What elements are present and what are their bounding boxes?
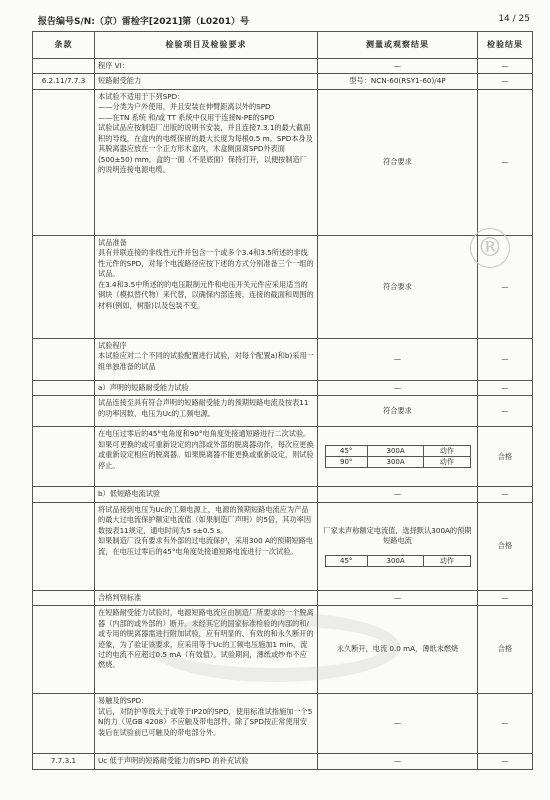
page-header xyxy=(38,14,530,30)
table-row xyxy=(33,590,533,605)
report-number: 报告编号S/N:（京）雷检字[2021]第（L0201）号 xyxy=(38,17,249,27)
requirement-cell: 将试品接到电压为Uc的工频电源上，电源的预期短路电流应为产品的最大过电流保护额定电流值（如果制造厂声明）的5倍，其功率因数按表11规定，通电时间为5 s±0.5 s。 如果制造厂没有要求有外部的过电流保护，采用300 A的预期短路电流，在电压过零后的45°电角度处接通短路电流进行一次试验。 xyxy=(95,502,318,590)
conclusion-cell: — xyxy=(478,235,533,338)
inner-row: 90° 300A 动作 xyxy=(325,457,470,468)
result-cell: 符合要求 xyxy=(318,89,478,235)
table-row xyxy=(33,754,533,769)
requirement-cell: a）声明的短路耐受能力试验 xyxy=(95,380,318,395)
result-cell: 符合要求 xyxy=(318,235,478,338)
result-cell xyxy=(318,427,478,487)
result-cell: — xyxy=(318,590,478,605)
requirement-cell: 程序 VI： xyxy=(95,59,318,74)
conclusion-cell: — xyxy=(478,396,533,427)
col-header-clause: 条款 xyxy=(33,32,95,59)
conclusion-cell: 合格 xyxy=(478,606,533,694)
switching-angle-table xyxy=(325,445,471,468)
requirement-cell: 试验程序 本试验应对二个不同的试验配置进行试验，对每个配置a)和b)采用一组单独准备的试品 xyxy=(95,338,318,380)
switching-angle-table xyxy=(325,555,471,567)
conclusion-cell: — xyxy=(478,590,533,605)
result-cell: — xyxy=(318,338,478,380)
requirement-cell: Uc 低于声明的短路耐受能力的SPD 的补充试验 xyxy=(95,754,318,769)
table-row xyxy=(33,380,533,395)
conclusion-cell: 合格 xyxy=(478,427,533,487)
conclusion-cell: 合格 xyxy=(478,502,533,590)
registered-mark-icon: ® xyxy=(470,228,510,268)
result-cell: 符合要求 xyxy=(318,396,478,427)
table-row xyxy=(33,396,533,427)
clause-cell: 6.2.11/7.7.3 xyxy=(33,74,95,89)
table-row xyxy=(33,502,533,590)
requirement-cell: 本试验不适用于下列SPD： ——分类为户外使用，并且安装在伸臂距离以外的SPD ——在TN 系统 和/或 TT 系统中仅用于连接N-PE的SPD 试验试品应按制造厂出版的说明书安装，并且连接7.3.1的最大截面积的导线，在盒内的电缆保留的最大长度为每根0.5 m。SPD本身及其脱离器应放在一个正方形木盒内，木盒侧面离SPD外表面(500±50) mm。盒的一面（不是底面）保持打开，以便按制造厂的说明连接电源电缆。 xyxy=(95,89,318,235)
conclusion-cell: — xyxy=(478,338,533,380)
inner-row: 45° 300A 动作 xyxy=(325,446,470,457)
col-header-result: 测量或观察结果 xyxy=(318,32,478,59)
table-row xyxy=(33,74,533,89)
result-cell: — xyxy=(318,694,478,754)
table-row xyxy=(33,338,533,380)
table-row xyxy=(33,235,533,338)
table-row xyxy=(33,89,533,235)
result-cell: — xyxy=(318,59,478,74)
result-cell: — xyxy=(318,487,478,502)
conclusion-cell: — xyxy=(478,754,533,769)
conclusion-cell: — xyxy=(478,74,533,89)
requirement-cell: 在短路耐受能力试验时，电源短路电流应由制造厂所要求的一个脱离器（内部的或外部的）断开。未经其它的国家标准检验的内部的和/或专用的脱离器需进行附加试验，应有明显的、有效的和永久断开的迹象，为了验证该要求，应采用等于Uc的工频电压施加1 min，流过的电流不应超过0.5 mA（有效值）。试验期间，薄纸或纱布不应燃烧。 xyxy=(95,606,318,694)
result-cell: — xyxy=(318,380,478,395)
table-row xyxy=(33,694,533,754)
conclusion-cell: — xyxy=(478,380,533,395)
result-cell: 厂家未声称额定电流值，选择默认300A的预期短路电流 45° 300A 动作 xyxy=(318,502,478,590)
page-number: 14 / 25 xyxy=(498,14,530,24)
conclusion-cell: — xyxy=(478,694,533,754)
table-row xyxy=(33,487,533,502)
requirement-cell: b）低短路电流试验 xyxy=(95,487,318,502)
requirement-cell: 在电压过零后的45°电角度和90°电角度处接通短路进行二次试验。如果可更换的或可重新设定的内部或外部的脱离器动作，每次应更换或重新设定相应的脱离器。如果脱离器不能更换或重新设定，则试验停止。 xyxy=(95,427,318,487)
inner-row: 45° 300A 动作 xyxy=(325,555,470,566)
conclusion-cell: — xyxy=(478,487,533,502)
table-row xyxy=(33,427,533,487)
conclusion-cell: — xyxy=(478,59,533,74)
result-cell: — xyxy=(318,754,478,769)
table-row xyxy=(33,59,533,74)
requirement-cell: 短路耐受能力 xyxy=(95,74,318,89)
col-header-conclusion: 检验结果 xyxy=(478,32,533,59)
clause-cell: 7.7.3.1 xyxy=(33,754,95,769)
watermark-logo xyxy=(150,612,400,682)
result-cell: 永久断开，电流 0.0 mA，薄纸未燃烧 xyxy=(318,606,478,694)
requirement-cell: 易触及的SPD： 试后，对防护等级大于或等于IP20的SPD，使用标准试指施加一个5 N的力（见GB 4208）不应触及带电部件，除了SPD按正常使用安装后在试验前已可触及的带电部分外。 xyxy=(95,694,318,754)
col-header-requirement: 检验项目及检验要求 xyxy=(95,32,318,59)
conclusion-cell: — xyxy=(478,89,533,235)
requirement-cell: 试品准备 具有并联连接的非线性元件并包含一个或多个3.4和3.5所述的非线性元件的SPD，对每个电流路径应按下述的方式分别准备三个一组的试品。 在3.4和3.5中所述的的电压限制元件和电压开关元件应采用适当的铜块（模拟替代物）来代替，以确保内部连接，连接的截面和周围的材料(例如，树脂)以及包装不变。 xyxy=(95,235,318,338)
result-cell: 型号：NCN-60(RSY1-60)/4P xyxy=(318,74,478,89)
requirement-cell: 合格判别标准 xyxy=(95,590,318,605)
requirement-cell: 试品连接至具有符合声明的短路耐受能力的预期短路电流及按表11的功率因数、电压为Uc的工频电源。 xyxy=(95,396,318,427)
